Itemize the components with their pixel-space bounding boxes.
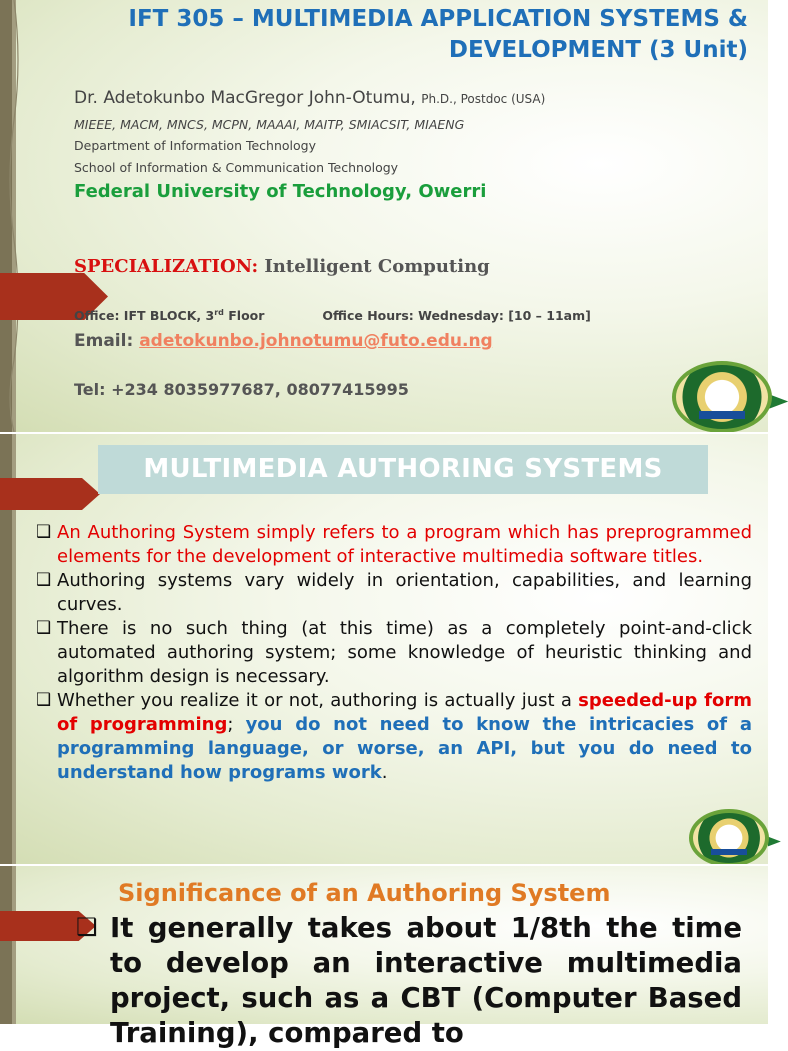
checkbox-bullet-icon: ❑	[36, 570, 52, 590]
vine-decoration	[0, 0, 28, 432]
specialization-value: Intelligent Computing	[258, 256, 490, 277]
list-item	[36, 569, 752, 617]
checkbox-bullet-icon: ❑	[76, 913, 98, 941]
school: School of Information & Communication Technology	[74, 160, 399, 175]
authoring-systems-slide	[0, 434, 768, 864]
bullet-text: It generally takes about 1/8th the time to develop an interactive multimedia project, such as a CBT (Computer Based Training), compared to	[110, 912, 742, 1049]
significance-slide	[0, 866, 768, 1049]
list-item	[76, 911, 742, 1051]
list-item	[36, 689, 752, 785]
office-info	[74, 308, 591, 323]
telephone: Tel: +234 8035977687, 08077415995	[74, 380, 409, 399]
university-logo	[672, 361, 772, 433]
list-item	[36, 617, 752, 689]
office-prefix: Office: IFT BLOCK, 3	[74, 308, 215, 324]
bullet-text-part: ;	[227, 714, 246, 735]
office-hours: Office Hours: Wednesday: [10 – 11am]	[322, 308, 591, 324]
left-stripe	[0, 866, 12, 1024]
title-slide	[0, 0, 768, 432]
bullet-text-part: Whether you realize it or not, authoring is actually just a	[57, 690, 579, 711]
checkbox-bullet-icon: ❑	[36, 618, 52, 638]
list-item	[36, 521, 752, 569]
slide-heading: MULTIMEDIA AUTHORING SYSTEMS	[143, 454, 663, 484]
email-link[interactable]: adetokunbo.johnotumu@futo.edu.ng	[139, 331, 493, 351]
university-logo	[689, 809, 769, 867]
email-line	[74, 331, 493, 351]
left-stripe-highlight	[12, 866, 16, 1024]
specialization-label: SPECIALIZATION:	[74, 256, 259, 277]
department: Department of Information Technology	[74, 138, 316, 153]
email-label: Email:	[74, 331, 134, 351]
checkbox-bullet-icon: ❑	[36, 690, 52, 710]
lecturer-name	[74, 88, 545, 108]
bullet-text: An Authoring System simply refers to a program which has preprogrammed elements for the development of interactive multimedia software titles.	[57, 522, 752, 567]
memberships: MIEEE, MACM, MNCS, MCPN, MAAAI, MAITP, SMIACSIT, MIAENG	[74, 117, 465, 132]
slide-heading: Significance of an Authoring System	[118, 879, 611, 907]
arrow-decoration	[0, 478, 100, 510]
checkbox-bullet-icon: ❑	[36, 522, 52, 542]
university-name: Federal University of Technology, Owerri	[74, 181, 487, 202]
bullet-text: There is no such thing (at this time) as a completely point-and-click automated authoring system; some knowledge of heuristic thinking and algorithm design is necessary.	[57, 618, 752, 687]
bullet-text-emphasis: speeded-up form of programming	[57, 690, 752, 735]
bullet-text-emphasis: you do not need to know the intricacies of a programming language, or worse, an API, but you do need to understand how programs work	[57, 714, 752, 783]
office-suffix: Floor	[223, 308, 265, 324]
bullet-text: Authoring systems vary widely in orientation, capabilities, and learning curves.	[57, 570, 752, 615]
bullet-list	[36, 521, 752, 785]
bullet-text-part: .	[381, 762, 388, 783]
specialization	[74, 256, 490, 277]
course-title: IFT 305 – MULTIMEDIA APPLICATION SYSTEMS & DEVELOPMENT (3 Unit)	[128, 6, 748, 63]
office-sup: rd	[214, 308, 224, 317]
lecturer-degrees: Ph.D., Postdoc (USA)	[421, 92, 546, 106]
lecturer-name-text: Dr. Adetokunbo MacGregor John-Otumu,	[74, 88, 422, 108]
